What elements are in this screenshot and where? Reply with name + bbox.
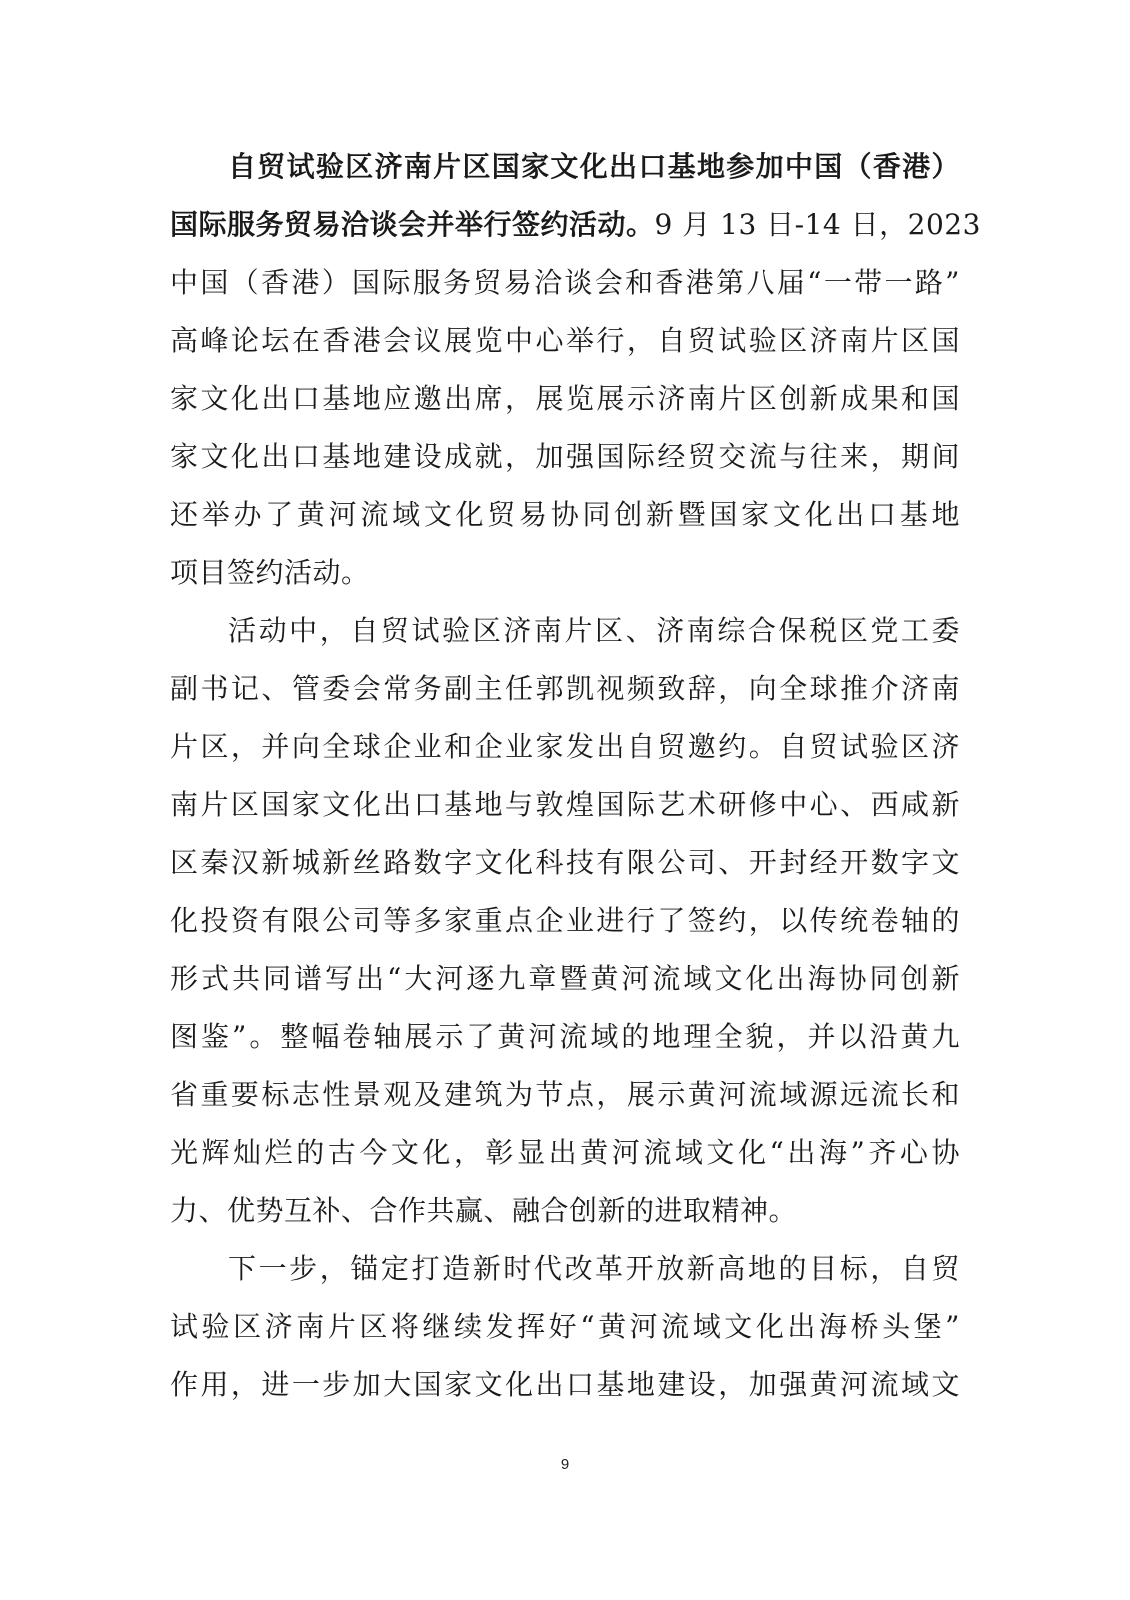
body-text-segment: 形式共同谱写出“大河逐九章暨黄河流域文化出海协同创新 [170,962,960,995]
text-line [170,428,960,486]
body-text-segment: 中国（香港）国际服务贸易洽谈会和香港第八届“一带一路” [170,266,960,299]
body-text-segment: 高峰论坛在香港会议展览中心举行，自贸试验区济南片区国 [170,324,960,357]
body-text-segment: 副书记、管委会常务副主任郭凯视频致辞，向全球推介济南 [170,672,960,705]
paragraph [170,138,981,602]
body-text-segment: 活动中，自贸试验区济南片区、济南综合保税区党工委 [228,614,960,647]
text-line [170,892,960,950]
text-line [170,660,960,718]
text-line [170,1124,960,1182]
text-line [170,196,981,254]
text-line [170,1298,960,1356]
headline-text: 国际服务贸易洽谈会并举行签约活动。 [170,208,655,241]
body-text-segment: 9 月 13 日-14 日，2023 [654,208,981,241]
text-line [170,1008,960,1066]
page-number: 9 [560,1456,570,1473]
paragraph [170,1240,960,1414]
paragraph [170,602,960,1240]
body-text-segment: 家文化出口基地应邀出席，展览展示济南片区创新成果和国 [170,382,960,415]
text-line [170,1356,960,1414]
text-line [170,776,960,834]
body-text-segment: 还举办了黄河流域文化贸易协同创新暨国家文化出口基地 [170,498,960,531]
text-line [170,602,960,660]
text-line [170,312,960,370]
body-text-segment: 作用，进一步加大国家文化出口基地建设，加强黄河流域文 [170,1368,960,1401]
text-line [170,370,960,428]
body-text-segment: 南片区国家文化出口基地与敦煌国际艺术研修中心、西咸新 [170,788,960,821]
text-line [170,718,960,776]
text-line [170,254,960,312]
body-text-segment: 光辉灿烂的古今文化，彰显出黄河流域文化“出海”齐心协 [170,1136,960,1169]
body-text-segment: 家文化出口基地建设成就，加强国际经贸交流与往来，期间 [170,440,960,473]
text-line [170,138,960,196]
body-text-segment: 下一步，锚定打造新时代改革开放新高地的目标，自贸 [228,1252,960,1285]
text-line [170,1066,960,1124]
body-text-segment: 图鉴”。整幅卷轴展示了黄河流域的地理全貌，并以沿黄九 [170,1020,960,1053]
body-text-segment: 力、优势互补、合作共赢、融合创新的进取精神。 [170,1194,798,1227]
text-line [170,1240,960,1298]
body-text-segment: 省重要标志性景观及建筑为节点，展示黄河流域源远流长和 [170,1078,960,1111]
body-text-segment: 化投资有限公司等多家重点企业进行了签约，以传统卷轴的 [170,904,960,937]
body-text-segment: 项目签约活动。 [170,556,370,589]
text-line [170,834,960,892]
text-line [170,950,960,1008]
body-text-segment: 试验区济南片区将继续发挥好“黄河流域文化出海桥头堡” [170,1310,960,1343]
body-text-segment: 片区，并向全球企业和企业家发出自贸邀约。自贸试验区济 [170,730,960,763]
body-text [170,138,981,1414]
text-line [170,1182,960,1240]
text-line [170,544,960,602]
text-line [170,486,960,544]
body-text-segment: 区秦汉新城新丝路数字文化科技有限公司、开封经开数字文 [170,846,960,879]
headline-text: 自贸试验区济南片区国家文化出口基地参加中国（香港） [228,150,960,183]
